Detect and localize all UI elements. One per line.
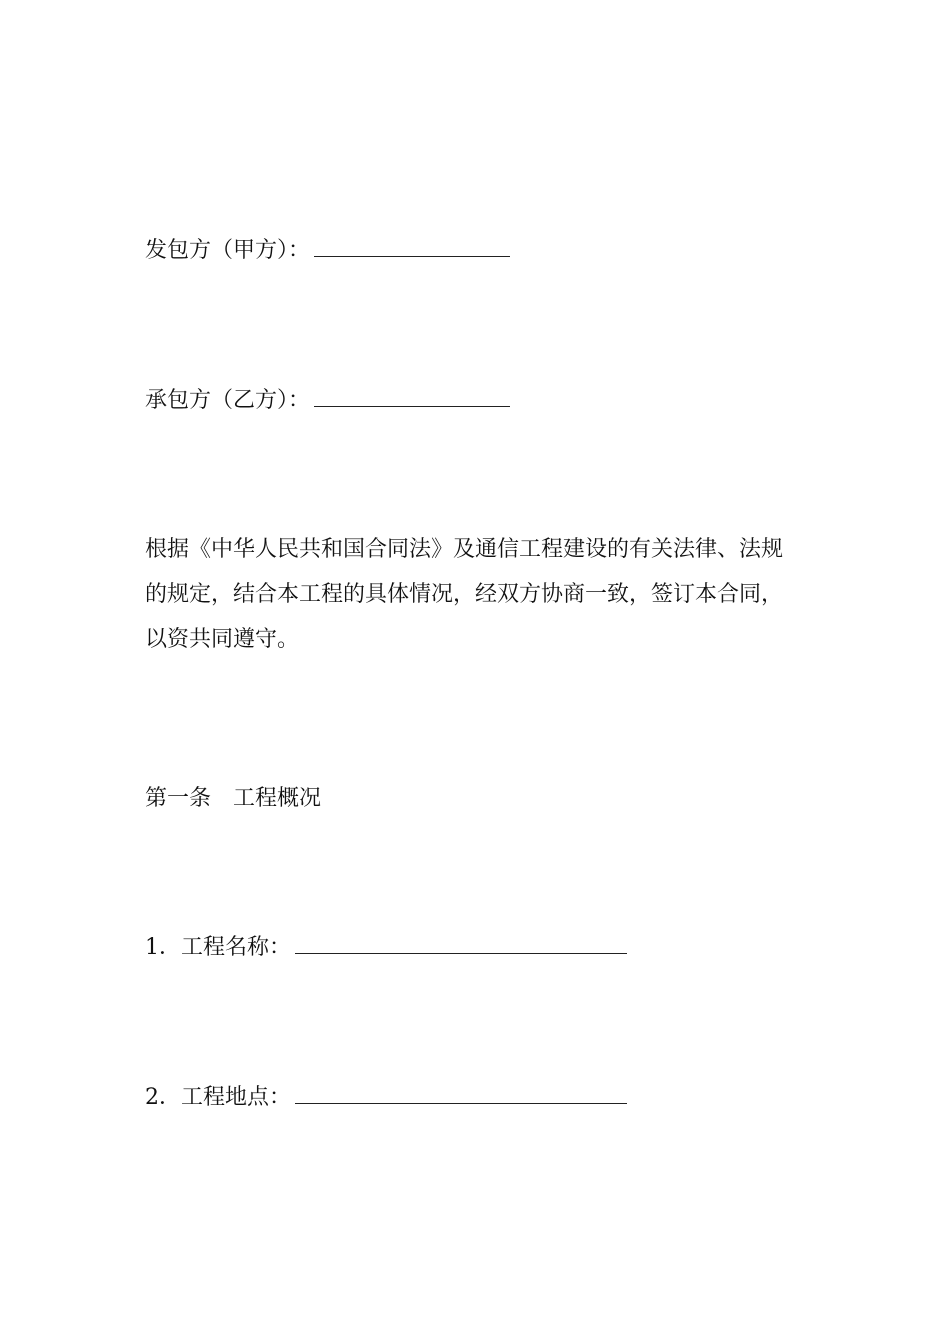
preamble-line-2: 的规定，结合本工程的具体情况，经双方协商一致，签订本合同， [145,582,784,607]
party-b-label: 承包方（乙方）： [145,388,311,413]
party-a-label: 发包方（甲方）： [145,238,311,263]
project-location-label: 2．工程地点： [145,1085,291,1110]
preamble-line-1: 根据《中华人民共和国合同法》及通信工程建设的有关法律、法规 [145,537,784,562]
party-b-blank[interactable] [314,386,510,407]
party-a-blank[interactable] [314,236,510,257]
project-location-line [145,1083,627,1113]
preamble-line-3: 以资共同遵守。 [145,627,300,652]
project-name-blank[interactable] [295,933,627,954]
project-name-label: 1．工程名称： [145,935,291,960]
article-1-heading: 第一条 工程概况 [145,786,322,811]
project-name-line [145,933,627,963]
party-b-line [145,386,510,416]
preamble-paragraph [145,527,815,662]
project-location-blank[interactable] [295,1083,627,1104]
party-a-line [145,236,510,266]
